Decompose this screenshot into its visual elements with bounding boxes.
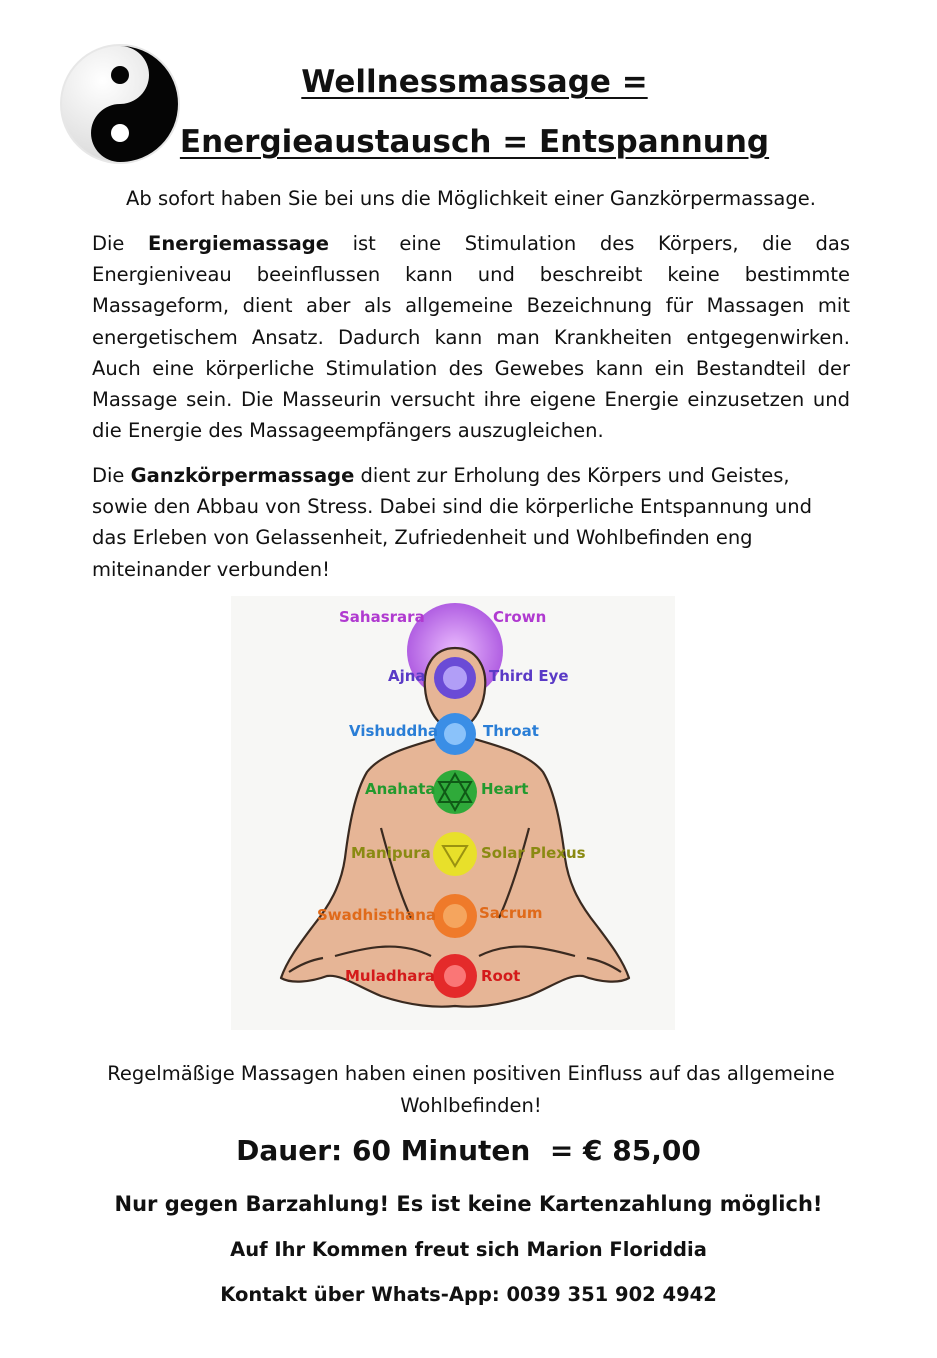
label-throat: Throat [483,722,539,740]
label-sahasrara: Sahasrara [339,608,425,626]
paragraph-ganzkoerpermassage [92,460,850,585]
label-muladhara: Muladhara [345,967,435,985]
label-sacrum: Sacrum [479,904,543,922]
label-manipura: Manipura [351,844,431,862]
p1-lead: Die [92,232,149,255]
label-third-eye: Third Eye [489,667,569,685]
page-title-line2: Energieaustausch = Entspannung [179,124,770,160]
p2-lead: Die [92,464,131,487]
greeting-line: Auf Ihr Kommen freut sich Marion Floriddia [230,1238,707,1261]
regel-text: Regelmäßige Massagen haben einen positiven Einfluss auf das allgemeine Wohlbefinden! [107,1062,835,1117]
contact-line: Kontakt über Whats-App: 0039 351 902 4942 [220,1283,717,1306]
payment-note: Nur gegen Barzahlung! Es ist keine Kartenzahlung möglich! [114,1192,823,1216]
label-root: Root [481,967,521,985]
p2-rest: dient zur Erholung des Körpers und Geistes, sowie den Abbau von Stress. Dabei sind die körperliche Entspannung und das Erleben von Gelassenheit, Zufriedenheit und Wohlbefinden eng miteinander verbunden! [92,464,812,581]
label-vishuddha: Vishuddha [349,722,439,740]
p1-rest: ist eine Stimulation des Körpers, die das Energieniveau beeinflussen kann und beschreibt keine bestimmte Massageform, dient aber als allgemeine Bezeichnung für Massagen mit energetischem Ansatz. Dadurch kann man Krankheiten entgegenwirken. Auch eine körperliche Stimulation des Gewebes kann ein Bestandteil der Massage sein. Die Masseurin versucht ihre eigene Energie einzusetzen und die Energie des Massageempfängers auszugleichen. [92,232,850,443]
chakra-heart-icon [433,770,477,814]
p1-bold: Energiemassage [148,232,329,255]
label-anahata: Anahata [365,780,436,798]
paragraph-energiemassage [92,228,850,446]
chakra-solar-plexus-icon [433,832,477,876]
label-crown: Crown [493,608,547,626]
label-ajna: Ajna [388,667,426,685]
price-duration: Dauer: 60 Minuten = € 85,00 [236,1134,701,1167]
chakra-illustration [231,596,675,1030]
label-swadhisthana: Swadhisthana [317,906,437,924]
label-solar-plexus: Solar Plexus [481,844,586,862]
page-title-line1: Wellnessmassage = [301,64,648,100]
label-heart: Heart [481,780,529,798]
p2-bold: Ganzkörpermassage [130,464,355,487]
intro-text: Ab sofort haben Sie bei uns die Möglichkeit einer Ganzkörpermassage. [126,187,816,210]
